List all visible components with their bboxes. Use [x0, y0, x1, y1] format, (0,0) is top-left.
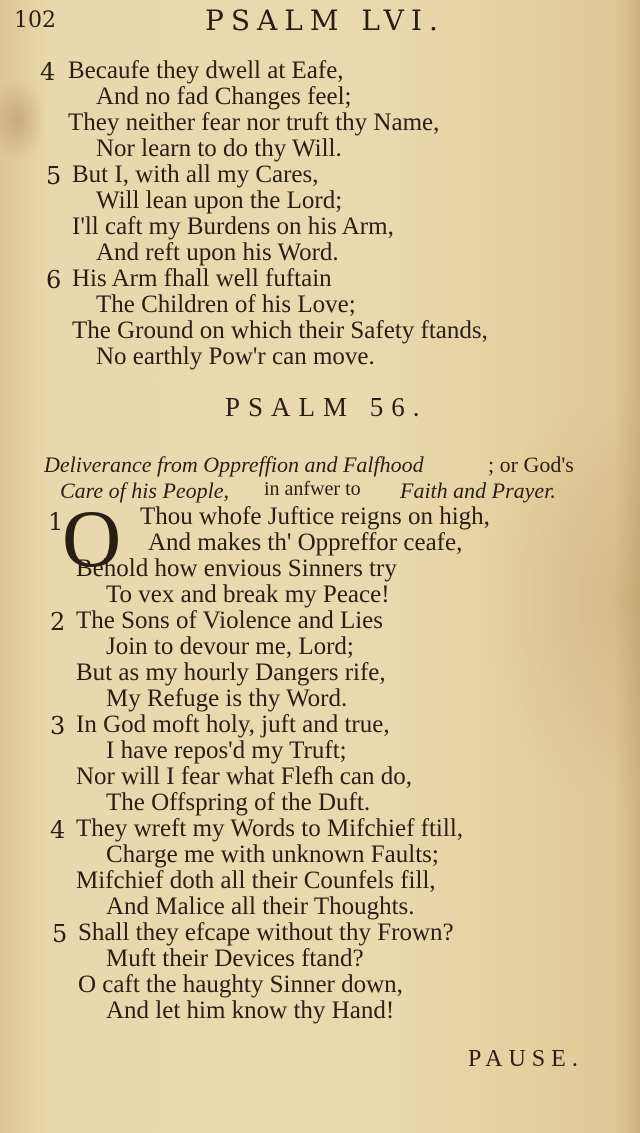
running-title: PSALM LVI. [205, 4, 445, 37]
verse-number: 1 [48, 508, 64, 536]
verse-line: I have repos'd my Truft; [106, 737, 347, 764]
verse-number: 5 [52, 920, 68, 948]
verse-line: Mifchief doth all their Counfels fill, [76, 867, 436, 894]
verse-line: Behold how envious Sinners try [76, 555, 397, 582]
catchword: PAUSE. [468, 1046, 584, 1072]
psalm-subtitle-part: Care of his People, [60, 478, 230, 503]
verse-line: My Refuge is thy Word. [106, 685, 348, 712]
verse-number: 2 [50, 608, 66, 636]
verse-line: They wreft my Words to Mifchief ftill, [76, 815, 464, 842]
psalm-subtitle-part: ; or God's [488, 452, 574, 477]
verse-line: And makes th' Oppreffor ceafe, [148, 529, 463, 556]
drop-cap: O [62, 493, 122, 584]
verse-line: Nor learn to do thy Will. [96, 135, 342, 162]
verse-line: And let him know thy Hand! [106, 997, 395, 1024]
verse-line: And Malice all their Thoughts. [106, 893, 415, 920]
verse-number: 6 [46, 266, 62, 294]
verse-line: To vex and break my Peace! [106, 581, 390, 608]
verse-line: The Offspring of the Duft. [106, 789, 371, 816]
verse-line: The Sons of Violence and Lies [76, 607, 383, 634]
verse-line: Thou whofe Juftice reigns on high, [140, 503, 490, 530]
verse-line: And no fad Changes feel; [96, 83, 352, 110]
verse-line: The Ground on which their Safety ftands, [72, 317, 488, 344]
verse-line: His Arm fhall well fuftain [72, 265, 332, 292]
verse-line: I'll caft my Burdens on his Arm, [72, 213, 394, 240]
psalm-title: PSALM 56. [225, 392, 428, 422]
verse-line: But as my hourly Dangers rife, [76, 659, 386, 686]
psalm-subtitle-part: in anfwer to [264, 478, 361, 500]
verse-number: 4 [40, 58, 56, 86]
verse-line: Shall they efcape without thy Frown? [78, 919, 454, 946]
verse-line: Join to devour me, Lord; [106, 633, 354, 660]
verse-line: Nor will I fear what Flefh can do, [76, 763, 412, 790]
verse-line: They neither fear nor truft thy Name, [68, 109, 440, 136]
verse-line: Becaufe they dwell at Eafe, [68, 57, 344, 84]
verse-line: But I, with all my Cares, [72, 161, 319, 188]
verse-line: Muft their Devices ftand? [106, 945, 364, 972]
page-header [0, 4, 640, 38]
verse-number: 5 [46, 162, 62, 190]
verse-line: In God moft holy, juft and true, [76, 711, 390, 738]
verse-line: Will lean upon the Lord; [96, 187, 343, 214]
verse-number: 4 [50, 816, 66, 844]
psalm-subtitle-part: Deliverance from Oppreffion and Falfhood [44, 452, 424, 477]
verse-line: The Children of his Love; [96, 291, 356, 318]
verse-line: Charge me with unknown Faults; [106, 841, 439, 868]
verse-line: And reft upon his Word. [96, 239, 339, 266]
verse-line: No earthly Pow'r can move. [96, 343, 375, 370]
page-number: 102 [14, 8, 56, 33]
verse-number: 3 [50, 712, 66, 740]
psalm-subtitle-part: Faith and Prayer. [400, 478, 556, 503]
verse-line: O caft the haughty Sinner down, [78, 971, 403, 998]
